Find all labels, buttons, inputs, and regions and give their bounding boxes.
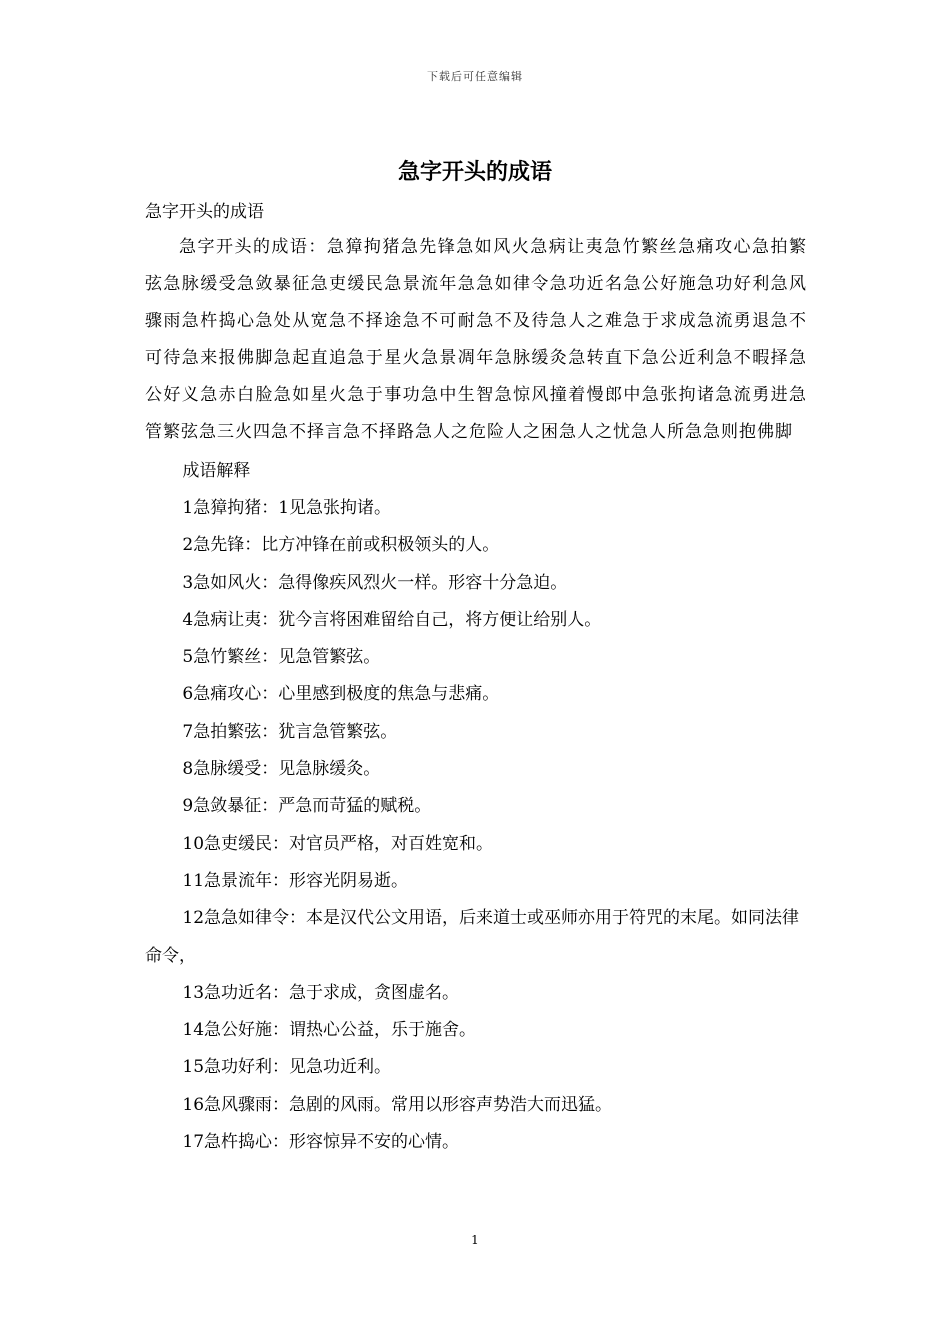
idiom-list: [145, 490, 807, 1161]
section-heading: 成语解释: [182, 461, 251, 481]
idiom-entry: 3急如风火：急得像疾风烈火一样。形容十分急迫。: [182, 572, 568, 593]
document-title: 急字开头的成语: [397, 160, 552, 185]
page-number: 1: [471, 1233, 479, 1247]
idiom-entry: 16急风骤雨：急剧的风雨。常用以形容声势浩大而迅猛。: [182, 1094, 613, 1115]
header-note: 下载后可任意编辑: [427, 70, 523, 83]
idiom-entry: 5急竹繁丝：见急管繁弦。: [182, 647, 381, 668]
idiom-entry: 9急敛暴征：严急而苛猛的赋税。: [182, 796, 432, 817]
idiom-entry: 15急功好利：见急功近利。: [182, 1057, 392, 1078]
document-subtitle: 急字开头的成语: [145, 202, 264, 222]
intro-paragraph: 急字开头的成语：急獐拘猪急先锋急如风火急病让夷急竹繁丝急痛攻心急拍繁弦急脉缓受急敛暴征急吏缓民急景流年急急如律令急功近名急公好施急功好利急风骤雨急杵捣心急处从宽急不择途急不可耐急不及待急人之难急于求成急流勇退急不可待急来报佛脚急起直追急于星火急景凋年急脉缓灸急转直下急公近利急不暇择急公好义急赤白脸急如星火急于事功急中生智急惊风撞着慢郎中急张拘诸急流勇进急管繁弦急三火四急不择言急不择路急人之危险人之困急人之忧急人所急急则抱佛脚: [145, 237, 807, 442]
idiom-entry: 13急功近名：急于求成，贪图虚名。: [182, 982, 460, 1003]
idiom-entry: 7急拍繁弦：犹言急管繁弦。: [182, 721, 398, 742]
document-body: [145, 198, 807, 1161]
idiom-entry: 6急痛攻心：心里感到极度的焦急与悲痛。: [182, 684, 500, 705]
idiom-entry: 4急病让夷：犹今言将困难留给自己，将方便让给别人。: [182, 609, 602, 630]
idiom-entry: 14急公好施：谓热心公益，乐于施舍。: [182, 1020, 477, 1041]
idiom-entry: 12急急如律令：本是汉代公文用语，后来道士或巫师亦用于符咒的末尾。如同法律命令，: [145, 908, 800, 966]
idiom-entry: 11急景流年：形容光阴易逝。: [182, 870, 409, 891]
idiom-entry: 2急先锋：比方冲锋在前或积极领头的人。: [182, 535, 500, 556]
idiom-entry: 17急杵捣心：形容惊异不安的心情。: [182, 1132, 460, 1153]
idiom-entry: 8急脉缓受：见急脉缓灸。: [182, 759, 381, 780]
idiom-entry: 1急獐拘猪：1见急张拘诸。: [182, 498, 392, 518]
idiom-entry: 10急吏缓民：对官员严格，对百姓宽和。: [182, 833, 494, 854]
